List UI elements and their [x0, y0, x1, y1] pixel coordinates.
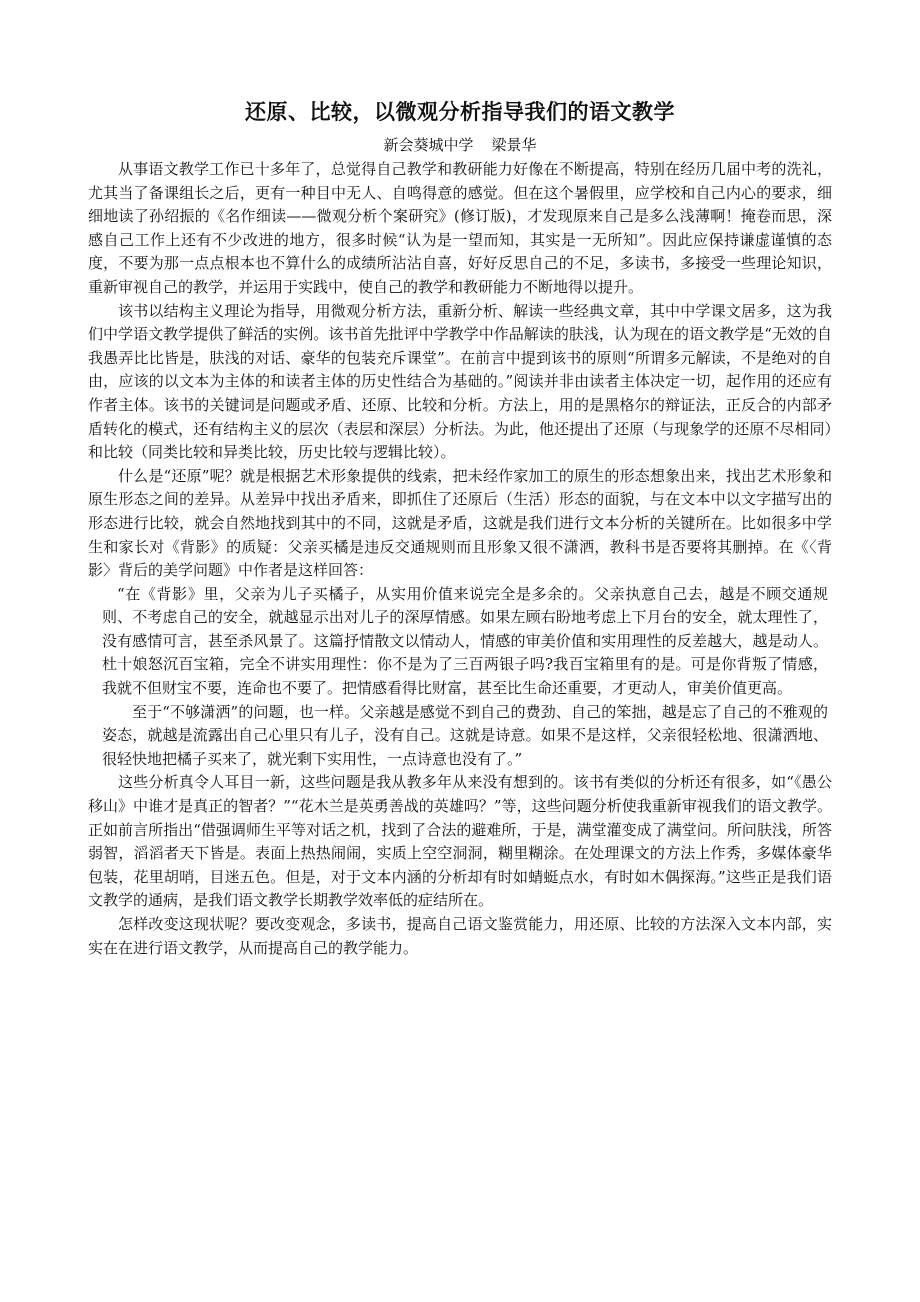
- quote-paragraph-1: “在《背影》里，父亲为儿子买橘子，从实用价值来说完全是多余的。父亲执意自己去，越是不顾交通规则、不考虑自己的安全，就越显示出对儿子的深厚情感。如果左顾右盼地考虑上下月台的安全，就太理性了，没有感情可言，甚至杀风景了。这篇抒情散文以情动人，情感的审美价值和实用理性的反差越大，越是动人。杜十娘怒沉百宝箱，完全不讲实用理性：你不是为了三百两银子吗?我百宝箱里有的是。可是你背叛了情感，我就不但财宝不要，连命也不要了。把情感看得比财富，甚至比生命还重要，才更动人，审美价值更高。: [102, 584, 828, 698]
- paragraph-restoration: 什么是“还原”呢？就是根据艺术形象提供的线索，把未经作家加工的原生的形态想象出来，找出艺术形象和原生形态之间的差异。从差异中找出矛盾来，即抓住了还原后（生活）形态的面貌，与在文本中以文字描写出的形态进行比较，就会自然地找到其中的不同，这就是矛盾，这就是我们进行文本分析的关键所在。比如很多中学生和家长对《背影》的质疑：父亲买橘是违反交通规则而且形象又很不潇洒，教科书是否要将其删掉。在《〈背影〉背后的美学问题》中作者是这样回答：: [88, 466, 832, 580]
- byline: [88, 134, 832, 156]
- author-name: 梁景华: [491, 136, 537, 154]
- paragraph-book-summary: 该书以结构主义理论为指导，用微观分析方法，重新分析、解读一些经典文章，其中中学课文居多，这为我们中学语文教学提供了鲜活的实例。该书首先批评中学教学中作品解读的肤浅，认为现在的语文教学是“无效的自我愚弄比比皆是，肤浅的对话、豪华的包装充斥课堂”。在前言中提到该书的原则“所谓多元解读，不是绝对的自由，应该的以文本为主体的和读者主体的历史性结合为基础的。”阅读并非由读者主体决定一切，起作用的还应有作者主体。该书的关键词是问题或矛盾、还原、比较和分析。方法上，用的是黑格尔的辩证法，正反合的内部矛盾转化的模式，还有结构主义的层次（表层和深层）分析法。为此，他还提出了还原（与现象学的还原不尽相同）和比较（同类比较和异类比较，历史比较与逻辑比较）。: [88, 301, 832, 462]
- article-title: 还原、比较，以微观分析指导我们的语文教学: [245, 99, 675, 124]
- paragraph-intro: 从事语文教学工作已十多年了，总觉得自己教学和教研能力好像在不断提高，特别在经历几届中考的洗礼，尤其当了备课组长之后，更有一种目中无人、自鸣得意的感觉。但在这个暑假里，应学校和自己内心的要求，细细地读了孙绍振的《名作细读——微观分析个案研究》(修订版)，才发现原来自己是多么浅薄啊！掩卷而思，深感自己工作上还有不少改进的地方，很多时候“认为是一望而知，其实是一无所知”。因此应保持谦虚谨慎的态度，不要为那一点点根本也不算什么的成绩所沾沾自喜，好好反思自己的不足，多读书，多接受一些理论知识，重新审视自己的教学，并运用于实践中，使自己的教学和教研能力不断地得以提升。: [88, 160, 832, 296]
- school-name: 新会葵城中学: [383, 136, 474, 154]
- document-page: [88, 96, 832, 960]
- paragraph-analysis: 这些分析真令人耳目一新，这些问题是我从教多年从来没有想到的。该书有类似的分析还有很多，如“《愚公移山》中谁才是真正的智者？”“花木兰是英勇善战的英雄吗？”等，这些问题分析使我重新审视我们的语文教学。正如前言所指出“借强调师生平等对话之机，找到了合法的避难所，于是，满堂灌变成了满堂问。所问肤浅，所答弱智，滔滔者天下皆是。表面上热热闹闹，实质上空空洞洞，糊里糊涂。在处理课文的方法上作秀，多媒体豪华包装，花里胡哨，目迷五色。但是，对于文本内涵的分析却有时如蜻蜓点水，有时如木偶探海。”这些正是我们语文教学的通病，是我们语文教学长期教学效率低的症结所在。: [88, 773, 832, 910]
- paragraph-conclusion: 怎样改变这现状呢？要改变观念，多读书，提高自己语文鉴赏能力，用还原、比较的方法深入文本内部，实实在在进行语文教学，从而提高自己的教学能力。: [88, 915, 832, 957]
- quote-paragraph-2: 至于“不够潇洒”的问题，也一样。父亲越是感觉不到自己的费劲、自己的笨拙，越是忘了自己的不雅观的姿态，就越是流露出自己心里只有儿子，没有自己。这就是诗意。如果不是这样，父亲很轻松地、很潇洒地、很轻快地把橘子买来了，就光剩下实用性，一点诗意也没有了。”: [102, 702, 828, 768]
